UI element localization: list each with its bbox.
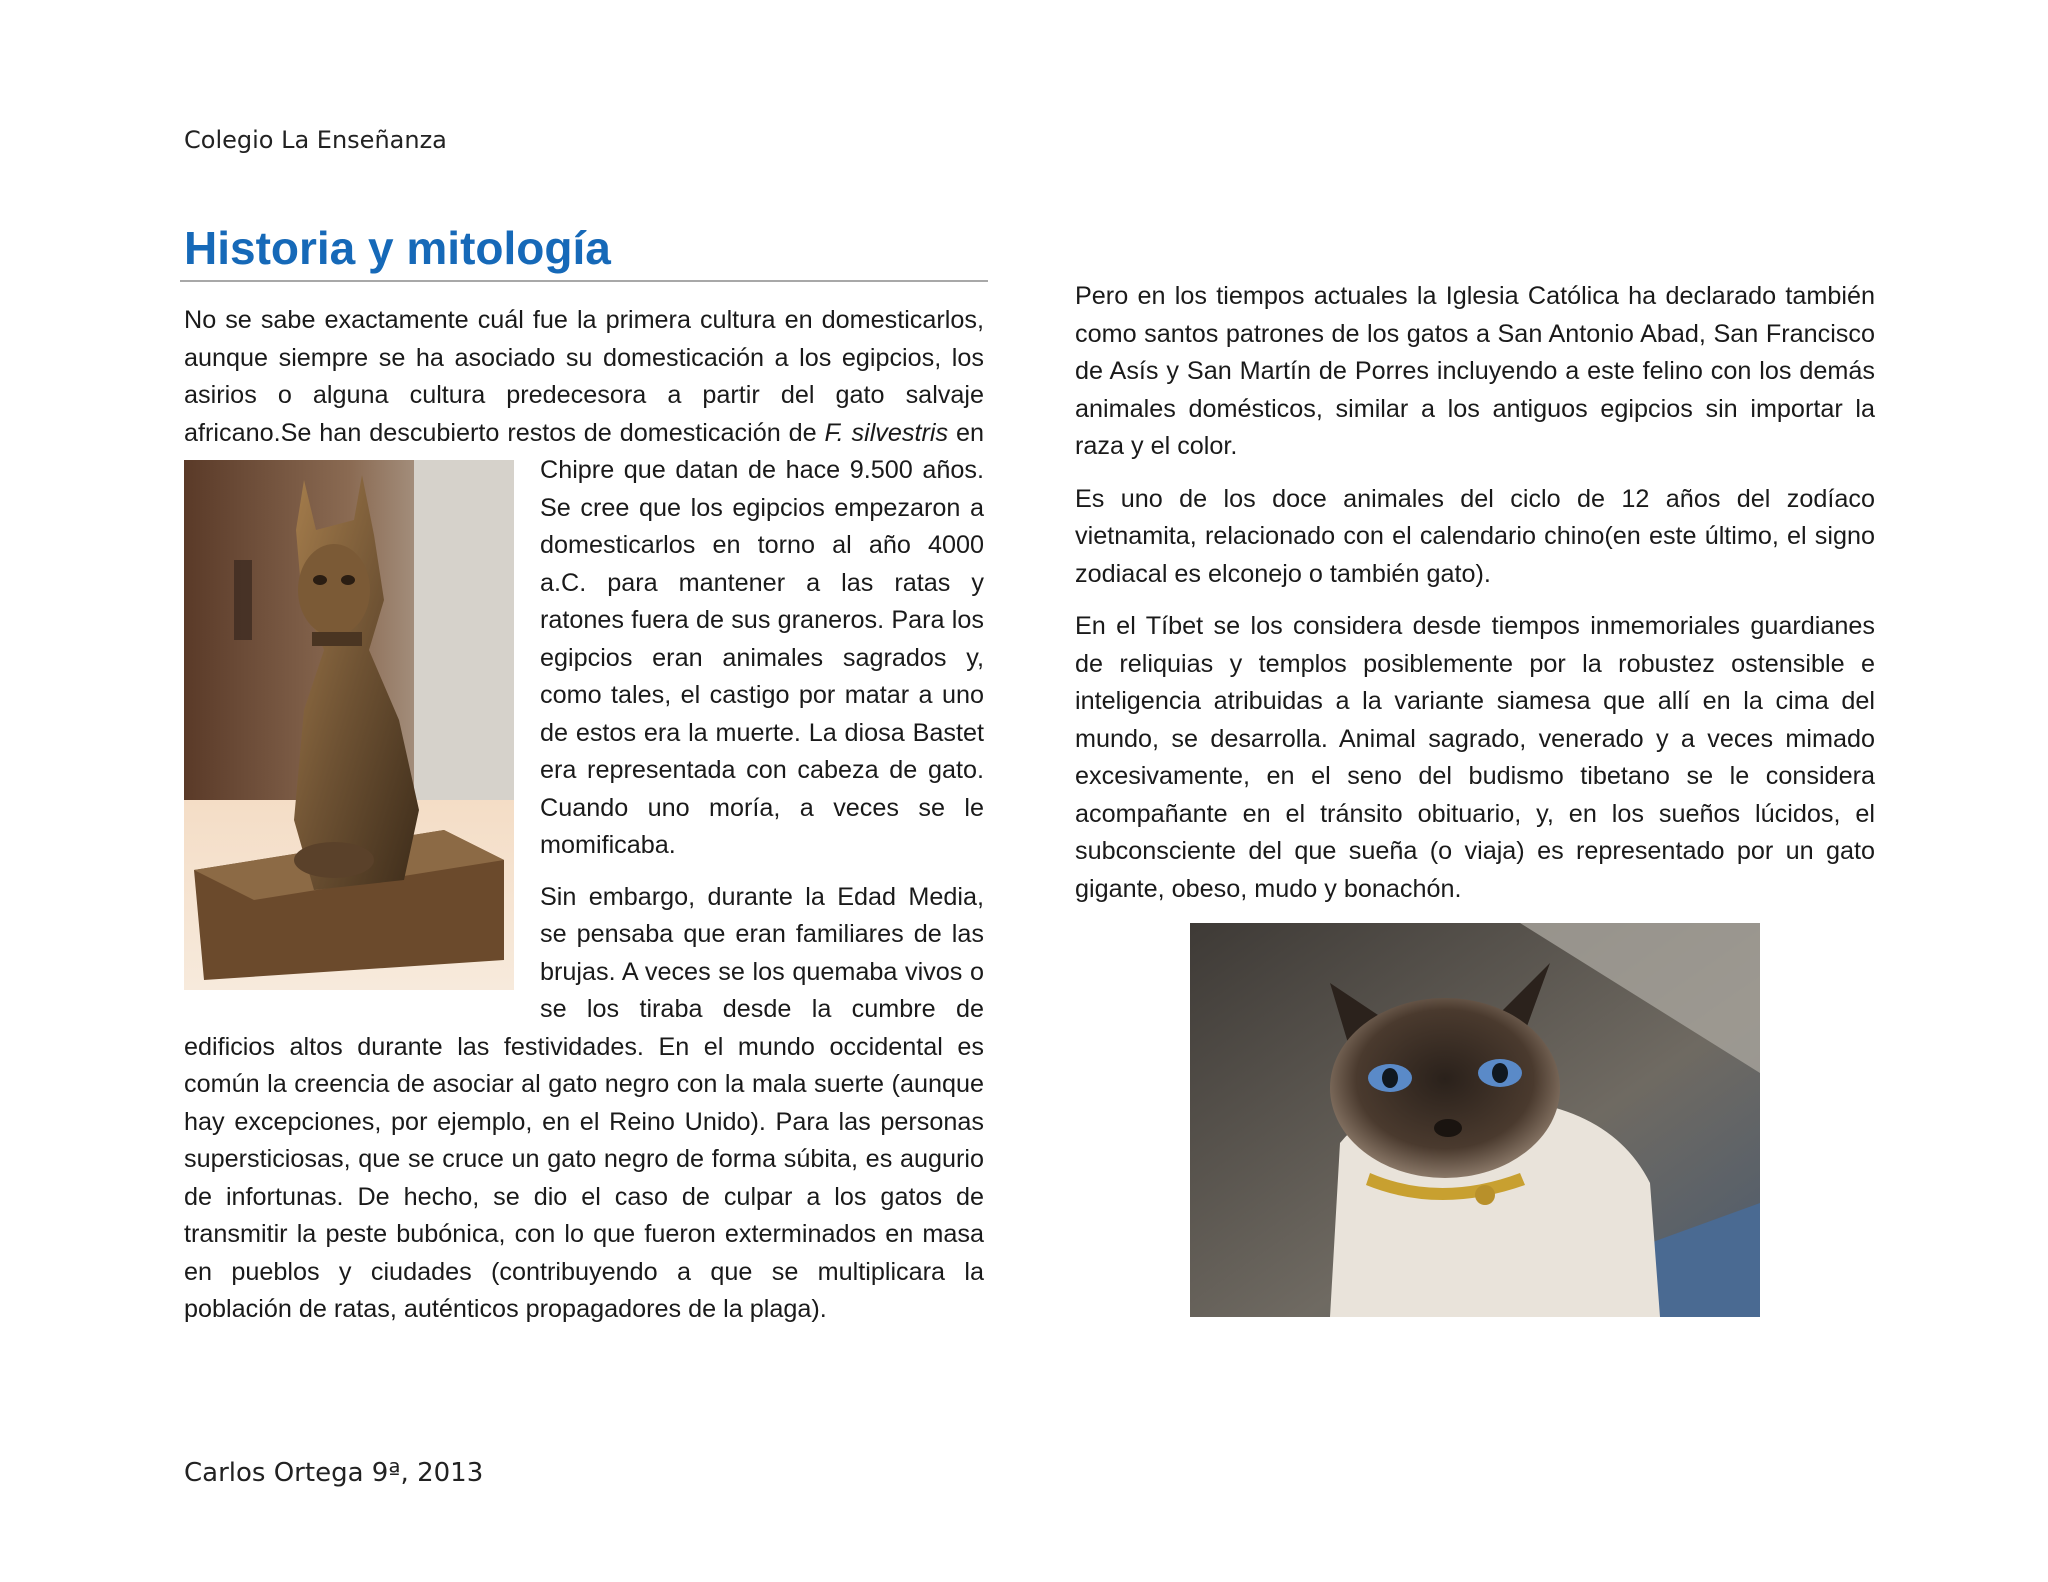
siamese-cat-image bbox=[1190, 923, 1760, 1317]
paragraph-tibet: En el Tíbet se los considera desde tiempos inmemoriales guardianes de reliquias y templos posiblemente por la robustez ostensible e inteligencia atribuidas a la variante siamesa que allí en la cima del mundo, se desarrolla. Animal sagrado, venerado y a veces mimado excesivamente, en el seno del budismo tibetano se le considera acompañante en el tránsito obituario, y, en los sueños lúcidos, el subconsciente del que sueña (o viaja) es representado por un gato gigante, obeso, mudo y bonachón. bbox=[1075, 612, 1875, 903]
species-name: F. silvestris bbox=[824, 418, 949, 447]
paragraph-middle-ages: Sin embargo, durante la Edad Media, se pensaba que eran familiares de las brujas. A veces se los quemaba vivos o se los tiraba desde la cumbre de edificios altos durante las festividades. En el mundo occidental es común la creencia de asociar al gato negro con la mala suerte (aunque hay excepciones, por ejemplo, en el Reino Unido). Para las personas supersticiosas, que se cruce un gato negro de forma súbita, es augurio de infortunas. De hecho, se dio el caso de culpar a los gatos de transmitir la peste bubónica, con lo que fueron exterminados en masa en pueblos y ciudades (contribuyendo a que se multiplicara la población de ratas, auténticos propagadores de la plaga). bbox=[184, 882, 984, 1323]
page-header: Colegio La Enseñanza bbox=[184, 126, 447, 154]
left-column bbox=[184, 218, 984, 1343]
paragraph-egypt-part2: en Chipre que datan de hace 9.500 años. Se cree que los egipcios empezaron a domesticarlos en torno al año 4000 a.C. para mantener a las ratas y ratones fuera de sus graneros. Para los egipcios eran animales sagrados y, como tales, el castigo por matar a uno de estos era la muerte. La diosa Bastet era representada con cabeza de gato. Cuando uno moría, a veces se le momificaba. bbox=[540, 418, 984, 859]
paragraph-egypt-part1: No se sabe exactamente cuál fue la primera cultura en domesticarlos, aunque siempre se ha asociado su domesticación a los egipcios, los asirios o alguna cultura predecesora a partir del gato salvaje africano.Se han descubierto restos de domesticación de bbox=[184, 306, 984, 447]
section-title: Historia y mitología bbox=[184, 222, 611, 274]
right-column bbox=[1075, 278, 1875, 1317]
paragraph-church: Pero en los tiempos actuales la Iglesia Católica ha declarado también como santos patrones de los gatos a San Antonio Abad, San Francisco de Asís y San Martín de Porres incluyendo a este felino con los demás animales domésticos, similar a los antiguos egipcios sin importar la raza y el color. bbox=[1075, 282, 1875, 460]
title-underline bbox=[180, 280, 988, 282]
paragraph-egypt bbox=[184, 302, 984, 865]
bastet-statue-image bbox=[184, 460, 514, 990]
page-footer: Carlos Ortega 9ª, 2013 bbox=[184, 1458, 484, 1488]
paragraph-zodiac: Es uno de los doce animales del ciclo de 12 años del zodíaco vietnamita, relacionado con el calendario chino(en este último, el signo zodiacal es elconejo o también gato). bbox=[1075, 484, 1875, 588]
